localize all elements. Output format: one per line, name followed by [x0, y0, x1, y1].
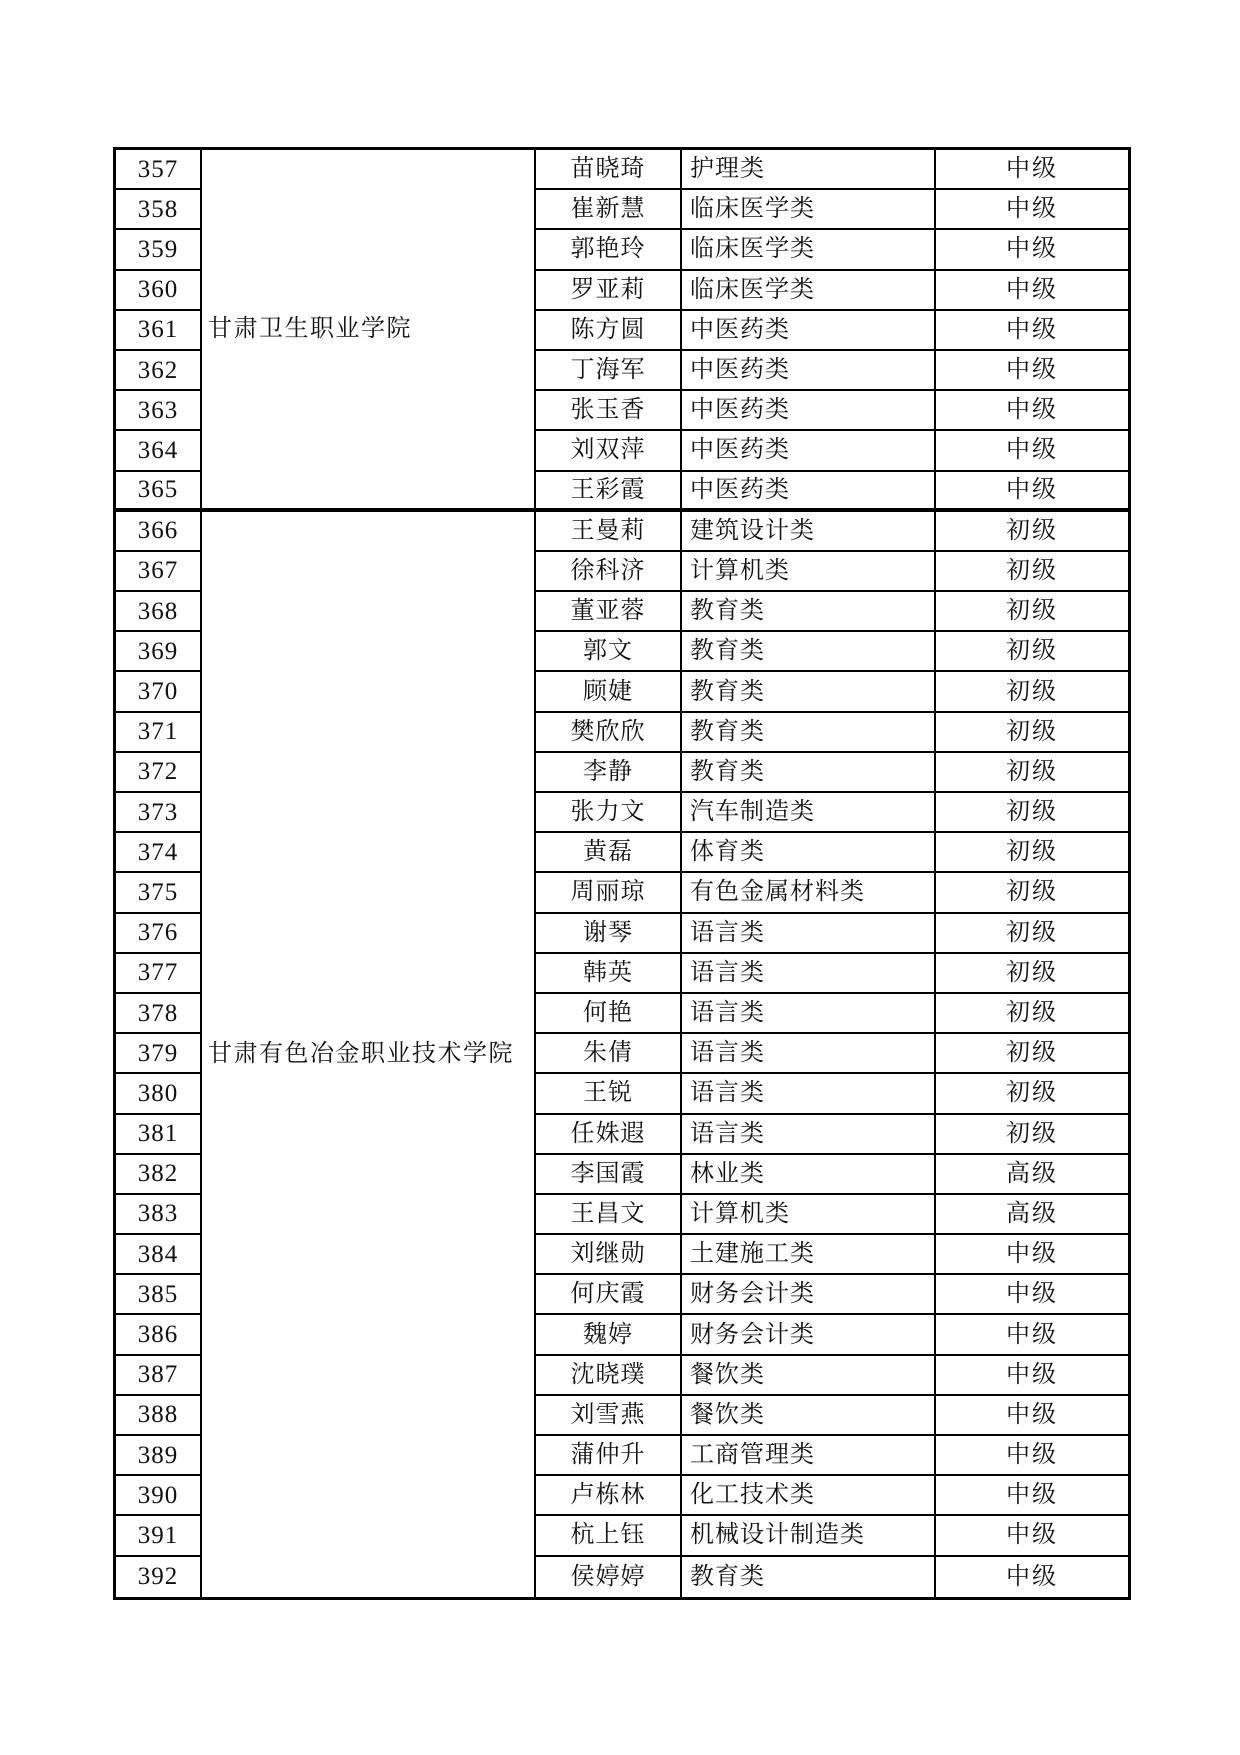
category-cell: 语言类 [682, 1074, 936, 1114]
name-cell: 何庆霞 [536, 1275, 682, 1315]
name-cell: 沈晓璞 [536, 1356, 682, 1396]
seq-cell: 363 [116, 391, 202, 431]
category-cell: 护理类 [682, 150, 936, 190]
name-cell: 刘双萍 [536, 431, 682, 471]
name-cell: 王曼莉 [536, 512, 682, 552]
category-cell: 中医药类 [682, 391, 936, 431]
category-cell: 体育类 [682, 833, 936, 873]
institution-cell: 甘肃有色冶金职业技术学院 [202, 512, 536, 1597]
level-cell: 初级 [936, 1034, 1128, 1074]
name-cell: 郭艳玲 [536, 230, 682, 270]
level-cell: 中级 [936, 150, 1128, 190]
category-cell: 餐饮类 [682, 1396, 936, 1436]
level-cell: 中级 [936, 1396, 1128, 1436]
institution-cell: 甘肃卫生职业学院 [202, 150, 536, 512]
name-cell: 刘雪燕 [536, 1396, 682, 1436]
name-cell: 周丽琼 [536, 873, 682, 913]
name-cell: 杭上钰 [536, 1516, 682, 1556]
level-cell: 中级 [936, 1557, 1128, 1597]
level-cell: 中级 [936, 1516, 1128, 1556]
category-cell: 计算机类 [682, 552, 936, 592]
seq-cell: 387 [116, 1356, 202, 1396]
level-cell: 中级 [936, 271, 1128, 311]
seq-cell: 366 [116, 512, 202, 552]
records-table [113, 147, 1131, 1600]
category-cell: 化工技术类 [682, 1476, 936, 1516]
name-cell: 刘继勋 [536, 1235, 682, 1275]
seq-cell: 364 [116, 431, 202, 471]
category-cell: 语言类 [682, 1034, 936, 1074]
level-cell: 初级 [936, 1074, 1128, 1114]
name-cell: 谢琴 [536, 914, 682, 954]
name-cell: 侯婷婷 [536, 1557, 682, 1597]
category-cell: 教育类 [682, 632, 936, 672]
level-cell: 初级 [936, 994, 1128, 1034]
level-cell: 中级 [936, 1356, 1128, 1396]
level-cell: 高级 [936, 1155, 1128, 1195]
category-cell: 汽车制造类 [682, 793, 936, 833]
name-cell: 丁海军 [536, 351, 682, 391]
level-cell: 初级 [936, 592, 1128, 632]
name-cell: 李静 [536, 753, 682, 793]
category-cell: 语言类 [682, 994, 936, 1034]
level-cell: 初级 [936, 873, 1128, 913]
name-cell: 何艳 [536, 994, 682, 1034]
name-cell: 张玉香 [536, 391, 682, 431]
seq-cell: 362 [116, 351, 202, 391]
category-cell: 工商管理类 [682, 1436, 936, 1476]
category-cell: 临床医学类 [682, 190, 936, 230]
level-cell: 中级 [936, 391, 1128, 431]
name-cell: 王昌文 [536, 1195, 682, 1235]
level-cell: 初级 [936, 833, 1128, 873]
name-cell: 罗亚莉 [536, 271, 682, 311]
seq-cell: 379 [116, 1034, 202, 1074]
name-cell: 任姝遐 [536, 1115, 682, 1155]
level-cell: 中级 [936, 230, 1128, 270]
level-cell: 初级 [936, 793, 1128, 833]
category-cell: 临床医学类 [682, 230, 936, 270]
seq-cell: 372 [116, 753, 202, 793]
category-cell: 语言类 [682, 954, 936, 994]
level-cell: 中级 [936, 472, 1128, 512]
level-cell: 中级 [936, 1275, 1128, 1315]
name-cell: 卢栋林 [536, 1476, 682, 1516]
level-cell: 中级 [936, 311, 1128, 351]
category-cell: 教育类 [682, 753, 936, 793]
seq-cell: 359 [116, 230, 202, 270]
seq-cell: 357 [116, 150, 202, 190]
seq-cell: 371 [116, 713, 202, 753]
category-cell: 教育类 [682, 672, 936, 712]
name-cell: 苗晓琦 [536, 150, 682, 190]
category-cell: 中医药类 [682, 311, 936, 351]
category-cell: 财务会计类 [682, 1275, 936, 1315]
seq-cell: 384 [116, 1235, 202, 1275]
level-cell: 中级 [936, 190, 1128, 230]
seq-cell: 378 [116, 994, 202, 1034]
category-cell: 教育类 [682, 1557, 936, 1597]
level-cell: 初级 [936, 552, 1128, 592]
category-cell: 计算机类 [682, 1195, 936, 1235]
category-cell: 中医药类 [682, 351, 936, 391]
name-cell: 樊欣欣 [536, 713, 682, 753]
category-cell: 餐饮类 [682, 1356, 936, 1396]
seq-cell: 373 [116, 793, 202, 833]
category-cell: 土建施工类 [682, 1235, 936, 1275]
seq-cell: 367 [116, 552, 202, 592]
category-cell: 临床医学类 [682, 271, 936, 311]
category-cell: 机械设计制造类 [682, 1516, 936, 1556]
level-cell: 中级 [936, 351, 1128, 391]
name-cell: 王锐 [536, 1074, 682, 1114]
seq-cell: 380 [116, 1074, 202, 1114]
seq-cell: 381 [116, 1115, 202, 1155]
level-cell: 初级 [936, 632, 1128, 672]
level-cell: 初级 [936, 512, 1128, 552]
name-cell: 郭文 [536, 632, 682, 672]
seq-cell: 385 [116, 1275, 202, 1315]
category-cell: 教育类 [682, 713, 936, 753]
name-cell: 陈方圆 [536, 311, 682, 351]
seq-cell: 376 [116, 914, 202, 954]
seq-cell: 383 [116, 1195, 202, 1235]
level-cell: 中级 [936, 1436, 1128, 1476]
seq-cell: 365 [116, 472, 202, 512]
level-cell: 初级 [936, 1115, 1128, 1155]
name-cell: 魏婷 [536, 1315, 682, 1355]
seq-cell: 375 [116, 873, 202, 913]
category-cell: 林业类 [682, 1155, 936, 1195]
level-cell: 中级 [936, 1476, 1128, 1516]
seq-cell: 369 [116, 632, 202, 672]
seq-cell: 361 [116, 311, 202, 351]
seq-cell: 392 [116, 1557, 202, 1597]
name-cell: 朱倩 [536, 1034, 682, 1074]
seq-cell: 370 [116, 672, 202, 712]
level-cell: 初级 [936, 954, 1128, 994]
level-cell: 中级 [936, 1235, 1128, 1275]
category-cell: 中医药类 [682, 472, 936, 512]
category-cell: 教育类 [682, 592, 936, 632]
seq-cell: 391 [116, 1516, 202, 1556]
category-cell: 语言类 [682, 1115, 936, 1155]
category-cell: 建筑设计类 [682, 512, 936, 552]
seq-cell: 358 [116, 190, 202, 230]
level-cell: 中级 [936, 1315, 1128, 1355]
seq-cell: 374 [116, 833, 202, 873]
name-cell: 崔新慧 [536, 190, 682, 230]
name-cell: 韩英 [536, 954, 682, 994]
level-cell: 初级 [936, 753, 1128, 793]
seq-cell: 382 [116, 1155, 202, 1195]
name-cell: 蒲仲升 [536, 1436, 682, 1476]
seq-cell: 360 [116, 271, 202, 311]
name-cell: 王彩霞 [536, 472, 682, 512]
level-cell: 初级 [936, 914, 1128, 954]
seq-cell: 389 [116, 1436, 202, 1476]
category-cell: 语言类 [682, 914, 936, 954]
name-cell: 李国霞 [536, 1155, 682, 1195]
seq-cell: 377 [116, 954, 202, 994]
name-cell: 董亚蓉 [536, 592, 682, 632]
level-cell: 高级 [936, 1195, 1128, 1235]
seq-cell: 390 [116, 1476, 202, 1516]
seq-cell: 386 [116, 1315, 202, 1355]
name-cell: 张力文 [536, 793, 682, 833]
seq-cell: 388 [116, 1396, 202, 1436]
name-cell: 徐科济 [536, 552, 682, 592]
level-cell: 中级 [936, 431, 1128, 471]
seq-cell: 368 [116, 592, 202, 632]
category-cell: 有色金属材料类 [682, 873, 936, 913]
category-cell: 财务会计类 [682, 1315, 936, 1355]
level-cell: 初级 [936, 672, 1128, 712]
name-cell: 黄磊 [536, 833, 682, 873]
name-cell: 顾婕 [536, 672, 682, 712]
level-cell: 初级 [936, 713, 1128, 753]
category-cell: 中医药类 [682, 431, 936, 471]
